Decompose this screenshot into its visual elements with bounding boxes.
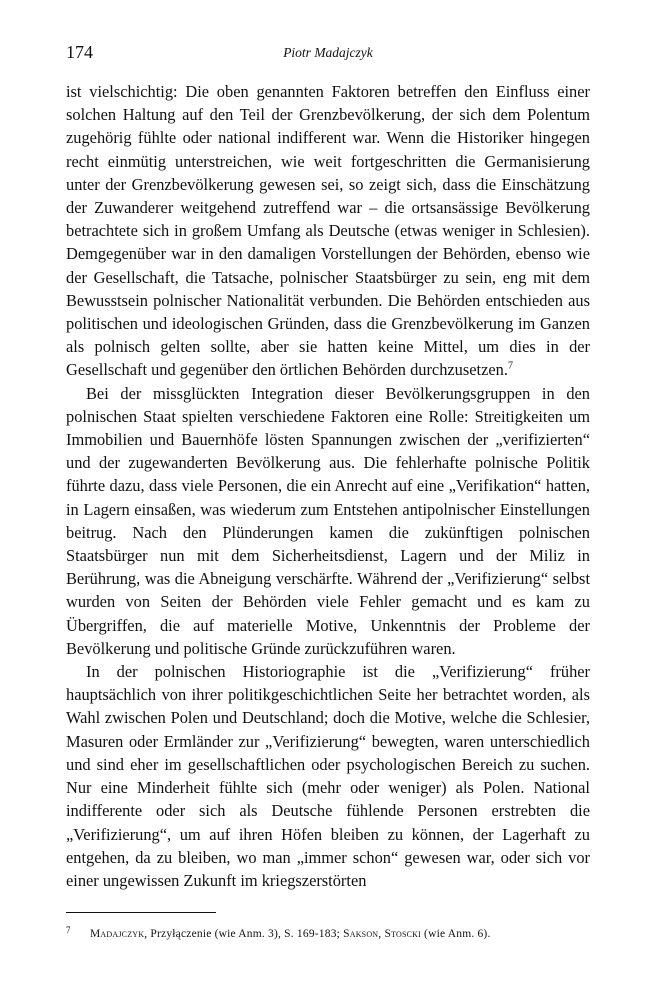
page-number: 174 [66,42,93,62]
page-header [66,42,590,68]
footnote-citation: , Przyłączenie (wie Anm. 3), S. 169-183; [144,928,344,940]
footnote-author: Sakson [343,928,379,940]
paragraph [66,382,590,660]
paragraph [66,80,590,382]
footnote-author: Madajczyk [90,928,145,940]
footnote-reference: 7 [507,360,513,372]
document-page [66,42,590,892]
footnote-mark: 7 [66,925,71,935]
footnote-divider [66,912,216,913]
footnote-citation: (wie Anm. 6). [420,928,491,940]
body-text [66,80,590,892]
footnote-text [90,927,491,941]
paragraph-text: In der polnischen Historiographie ist die „Verifizierung“ früher hauptsächlich von ihrer politikgeschichtlichen Seite her betrachtet worden, als Wahl zwischen Polen und Deutschland; doch die Motive, welche die Schlesier, Masuren oder Ermländer zur „Verifizierung“ bewegten, waren unterschiedlich und sind eher im gesellschaftlichen oder psychologischen Bereich zu suchen. Nur eine Minderheit fühlte sich (mehr oder weniger) als Polen. National indifferente oder sich als Deutsche fühlende Personen erstrebten die „Verifizierung“, um auf ihren Höfen bleiben zu können, der Lagerhaft zu entgehen, da zu bleiben, wo man „immer schon“ gewesen war, oder sich vor einer ungewissen Zukunft im kriegszerstörten [66,662,590,890]
paragraph-text: ist vielschichtig: Die oben genannten Faktoren betreffen den Einfluss einer solchen Haltung auf den Teil der Grenzbevölkerung, der sich dem Polentum zugehörig fühlte oder national indifferent war. Wenn die Historiker hingegen recht einmütig unterstreichen, wie weit fortgeschritten die Germanisierung unter der Grenzbevölkerung gewesen sei, so zeigt sich, dass die Einschätzung der Zuwanderer weitgehend zutreffend war – die ortsansässige Bevölkerung betrachtete sich in großem Umfang als Deutsche (etwas weniger in Schlesien). Demgegenüber war in den damaligen Vorstellungen der Behörden, ebenso wie der Gesellschaft, die Tatsache, polnischer Staatsbürger zu sein, eng mit dem Bewusstsein polnischer Nationalität verbunden. Die Behörden entschieden aus politischen und ideologischen Gründen, dass die Grenzbevölkerung im Ganzen als polnisch gelten sollte, aber sie hatten keine Mittel, um dies in der Gesellschaft und gegenüber den örtlichen Behörden durchzusetzen. [66,82,590,380]
footnote-author: Stoscki [384,928,421,940]
running-head: Piotr Madajczyk [283,45,373,60]
footnote-separator: , [378,928,385,940]
paragraph-text: Bei der missglückten Integration dieser Bevölkerungsgruppen in den polnischen Staat spielten verschiedene Faktoren eine Rolle: Streitigkeiten um Immobilien und Bauernhöfe lösten Spannungen zwischen der „verifizierten“ und der zugewanderten Bevölkerung aus. Die fehlerhafte polnische Politik führte dazu, dass viele Personen, die ein Anrecht auf eine „Verifikation“ hatten, in Lagern einsaßen, was wiederum zum Entstehen antipolnischer Einstellungen beitrug. Nach den Plünderungen kamen die zukünftigen polnischen Staatsbürger nun mit dem Sicherheitsdienst, Lagern und der Miliz in Berührung, was die Abneigung verschärfte. Während der „Verifizierung“ selbst wurden von Seiten der Behörden viele Fehler gemacht und es kam zu Übergriffen, die auf materielle Motive, Unkenntnis der Probleme der Bevölkerung und politische Gründe zurückzuführen waren. [66,383,590,658]
paragraph [66,660,590,892]
